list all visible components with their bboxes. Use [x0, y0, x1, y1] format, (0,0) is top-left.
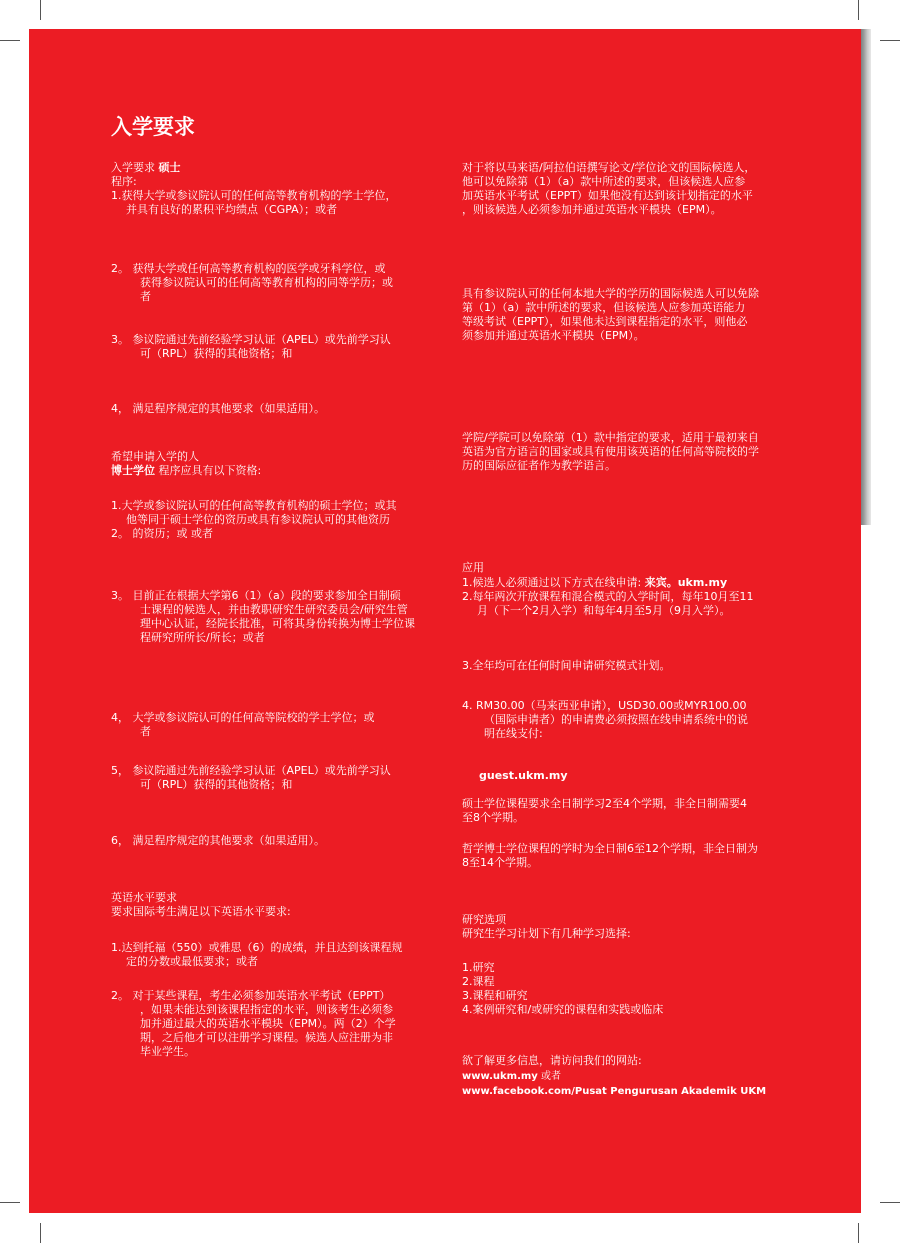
phd-intro: 希望申请入学的人	[111, 450, 199, 463]
english-req-2-cont: 加并通过最大的英语水平模块（EPM）。两（2）个学	[140, 1017, 396, 1030]
application-step-3: 3.全年均可在任何时间申请研究模式计划。	[462, 659, 671, 672]
english-req-2-cont: 期，之后他才可以注册学习课程。候选人应注册为非	[140, 1031, 393, 1044]
phd-intro-2: 博士学位 程序应具有以下资格:	[111, 464, 262, 477]
exemption-local-degree-cont: 须参加并通过英语水平模块（EPM）。	[462, 329, 645, 342]
crop-mark	[880, 1202, 900, 1203]
research-option: 1.研究	[462, 961, 495, 974]
phd-req-3-cont: 士课程的候选人，并由教职研究生研究委员会/研究生管	[140, 603, 408, 616]
masters-req-2-cont: 者	[140, 290, 151, 303]
phd-req-4: 4， 大学或参议院认可的任何高等院校的学士学位；或	[111, 711, 375, 724]
application-step-4-cont: （国际申请者）的申请费必须按照在线申请系统中的说	[484, 713, 748, 726]
application-step-4: 4. RM30.00（马来西亚申请），USD30.00或MYR100.00	[462, 699, 747, 712]
research-option: 3.课程和研究	[462, 989, 528, 1002]
website-link[interactable]: www.ukm.my	[462, 1071, 538, 1082]
research-option: 2.课程	[462, 975, 495, 988]
crop-mark	[880, 40, 900, 41]
phd-req-2: 2。 的资历；或 或者	[111, 527, 213, 540]
application-step-2: 2.每年两次开放课程和混合模式的入学时间，每年10月至11	[462, 590, 754, 603]
phd-req-1: 1.大学或参议院认可的任何高等教育机构的硕士学位；或其	[111, 499, 397, 512]
crop-mark	[40, 0, 41, 20]
exemption-local-degree-cont: 等级考试（EPPT），如果他未达到课程指定的水平，则他必	[462, 315, 748, 328]
masters-req-1-cont: 并具有良好的累积平均绩点（CGPA）；或者	[126, 203, 338, 216]
masters-duration: 硕士学位课程要求全日制学习2至4个学期，非全日制需要4	[462, 797, 747, 810]
phd-req-6: 6， 满足程序规定的其他要求（如果适用）。	[111, 834, 325, 847]
red-page	[29, 29, 861, 1213]
english-req-2-cont: ，如果未能达到该课程指定的水平，则该考生必须参	[140, 1003, 393, 1016]
crop-mark	[40, 1223, 41, 1243]
exemption-english-country-cont: 英语为官方语言的国家或具有使用该英语的任何高等院校的学	[462, 445, 759, 458]
phd-duration: 哲学博士学位课程的学时为全日制6至12个学期，非全日制为	[462, 842, 758, 855]
phd-duration-cont: 8至14个学期。	[462, 856, 538, 869]
application-step-1: 1.候选人必须通过以下方式在线申请: 来宾。ukm.my	[462, 576, 728, 589]
english-req-2-cont: 毕业学生。	[140, 1045, 195, 1058]
phd-req-3-cont: 理中心认证，经院长批准，可将其身份转换为博士学位课	[140, 617, 415, 630]
english-req-1: 1.达到托福（550）或雅思（6）的成绩，并且达到该课程规	[111, 941, 403, 954]
research-options-heading: 研究选项	[462, 913, 506, 926]
masters-heading: 入学要求 硕士	[111, 161, 181, 174]
english-heading: 英语水平要求	[111, 891, 177, 904]
exemption-malay-arabic-cont: 加英语水平考试（EPPT）如果他没有达到该计划指定的水平	[462, 189, 753, 202]
crop-mark	[0, 1202, 20, 1203]
research-options-intro: 研究生学习计划下有几种学习选择:	[462, 927, 631, 940]
masters-heading-program: 程序:	[111, 175, 137, 188]
exemption-malay-arabic-cont: ，则该候选人必须参加并通过英语水平模块（EPM）。	[462, 203, 722, 216]
guest-link[interactable]: guest.ukm.my	[479, 769, 568, 782]
exemption-local-degree: 具有参议院认可的任何本地大学的学历的国际候选人可以免除	[462, 287, 759, 300]
application-heading: 应用	[462, 561, 484, 574]
exemption-local-degree-cont: 第（1）（a）款中所述的要求，但该候选人应参加英语能力	[462, 301, 746, 314]
english-req-2: 2。 对于某些课程，考生必须参加英语水平考试（EPPT）	[111, 989, 391, 1002]
english-intro: 要求国际考生满足以下英语水平要求:	[111, 905, 291, 918]
masters-req-2-cont: 获得参议院认可的任何高等教育机构的同等学历；或	[140, 276, 393, 289]
masters-req-3: 3。 参议院通过先前经验学习认证（APEL）或先前学习认	[111, 333, 391, 346]
website-line: www.ukm.my 或者	[462, 1071, 561, 1082]
exemption-malay-arabic-cont: 他可以免除第（1）（a）款中所述的要求，但该候选人应参	[462, 175, 746, 188]
page-title: 入学要求	[111, 115, 195, 139]
application-step-2-cont: 月（下一个2月入学）和每年4月至5月（9月入学）。	[477, 604, 731, 617]
phd-req-5: 5， 参议院通过先前经验学习认证（APEL）或先前学习认	[111, 764, 391, 777]
masters-req-3-cont: 可（RPL）获得的其他资格；和	[140, 347, 293, 360]
exemption-english-country-cont: 历的国际应征者作为教学语言。	[462, 459, 616, 472]
english-req-1-cont: 定的分数或最低要求；或者	[126, 955, 258, 968]
exemption-malay-arabic: 对于将以马来语/阿拉伯语撰写论文/学位论文的国际候选人，	[462, 161, 756, 174]
facebook-link[interactable]: www.facebook.com/Pusat Pengurusan Akademik UKM	[462, 1086, 767, 1097]
masters-req-1: 1.获得大学或参议院认可的任何高等教育机构的学士学位，	[111, 189, 397, 202]
phd-req-3-cont: 程研究所所长/所长；或者	[140, 631, 265, 644]
phd-req-3: 3。 目前正在根据大学第6（1）（a）段的要求参加全日制硕	[111, 589, 401, 602]
application-step-4-cont: 明在线支付:	[484, 727, 543, 740]
masters-req-2: 2。 获得大学或任何高等教育机构的医学或牙科学位，或	[111, 262, 386, 275]
masters-req-4: 4， 满足程序规定的其他要求（如果适用）。	[111, 402, 325, 415]
research-option: 4.案例研究和/或研究的课程和实践或临床	[462, 1003, 664, 1016]
phd-req-4-cont: 者	[140, 725, 151, 738]
more-info: 欲了解更多信息，请访问我们的网站:	[462, 1054, 642, 1067]
crop-mark	[0, 40, 20, 41]
exemption-english-country: 学院/学院可以免除第（1）款中指定的要求，适用于最初来自	[462, 431, 759, 444]
crop-mark	[858, 0, 859, 20]
phd-req-1-cont: 他等同于硕士学位的资历或具有参议院认可的其他资历	[126, 513, 390, 526]
masters-duration-cont: 至8个学期。	[462, 811, 524, 824]
guest-link-chinese[interactable]: 来宾。ukm.my	[644, 576, 728, 589]
phd-req-5-cont: 可（RPL）获得的其他资格；和	[140, 778, 293, 791]
crop-mark	[858, 1223, 859, 1243]
